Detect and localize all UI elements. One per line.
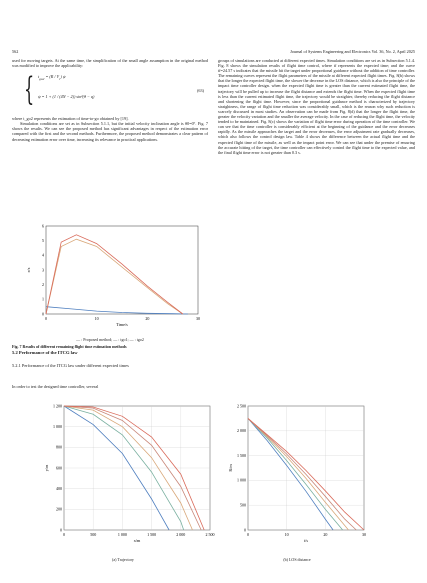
fig8a-ylabel: y/m bbox=[44, 464, 49, 472]
fig8b-xtick-label: 20 bbox=[323, 532, 328, 537]
fig8a-xtick-label: 1 000 bbox=[117, 532, 127, 537]
fig7-ytick-label: 2 bbox=[42, 281, 44, 287]
fig7-ytick-label: 6 bbox=[42, 223, 44, 229]
right-para: groups of simulations are conducted at different expected times. Simulation conditions are set as in Subsection 5.1.4. Fig. 8 shows the simulation results of flight time control, where tf represents the expected time; and the curve tf=24.57 s indicates that the missile hit the target under proportional guidance without the addition of time controller. The remaining curves represent the flight parameters of the missile at different expected flight times. Fig. 8(b) shows that the longer the expected flight time, the slower the decrease in the LOS distance, which is also the principle of the impact time controller design. when the expected flight time is greater than the current estimated flight time, the trajectory will be pulled up to increase the flight distance and extends the flight time. When the expected flight time is less than the current estimated flight time, the trajectory would be straighter, thereby reducing the flight distance and shortening the flight time. However, since the proportional guidance method is characterized by trajectory straightness, the range of flight time reduction was considerably small, which is the reason why such reduction is scarcely discussed in most studies. An observation can be made from Fig. 8(d) that the longer the flight time, the greater the velocity variation and the smaller the average velocity. In the case of reducing the flight time, the velocity tended to be maintained. Fig. 8(c) shows the variation of flight time error during operation of the time controller. We can see that the time controller is considerably efficient at the beginning of the guidance and the error decreases rapidly. As the missile approaches the target and the error decreases, the error adjustment rate gradually decreases, which also follows the control design law. Table 4 shows the difference between the actual flight time and the expected flight time of the missile, as well as the impact point error. We can see that under the premise of ensuring the accurate hitting of the target, the time controller can effectively control the flight time to the expected value, and the final flight time error is not greater than 0.3 s. bbox=[218, 58, 415, 155]
equation-line-1: $t_{go2} = (R / V_r)$ ψ bbox=[38, 74, 66, 82]
figure-7-legend: — : Proposed method; — : tgo1; — : tgo2 bbox=[76, 337, 144, 342]
right-column bbox=[218, 58, 415, 155]
fig7-xtick-label: 20 bbox=[145, 316, 150, 321]
fig8a-ytick-label: 0 bbox=[60, 527, 62, 533]
fig8b-ytick-label: 0 bbox=[244, 527, 246, 533]
where-text: where t_go2 represents the estimation of time-to-go obtained by [19]. bbox=[12, 116, 129, 122]
fig8b-plot-frame bbox=[248, 406, 364, 530]
fig8a-ytick-label: 1 000 bbox=[53, 423, 62, 429]
fig8a-ytick-label: 200 bbox=[56, 506, 62, 512]
section-title: 5.2 Performance of the ITCG law bbox=[12, 350, 78, 355]
fig8b-series-line-3 bbox=[248, 418, 349, 530]
fig7-series-line-2 bbox=[46, 239, 183, 314]
fig8b-ytick-label: 500 bbox=[240, 502, 246, 508]
figure-7-caption: Fig. 7 Results of different remaining flight time estimation methods bbox=[12, 344, 127, 349]
fig7-xtick-label: 30 bbox=[196, 316, 200, 321]
journal-title: Journal of Systems Engineering and Electronics Vol. 36, No. 2, April 2025 bbox=[290, 49, 415, 54]
figure-8b-caption: (b) LOS distance bbox=[283, 557, 311, 562]
fig8a-ytick-label: 800 bbox=[56, 444, 62, 450]
fig7-ytick-label: 5 bbox=[42, 237, 44, 243]
fig8b-ytick-label: 2 500 bbox=[237, 403, 246, 409]
fig8b-xlabel: t/s bbox=[304, 538, 308, 543]
equation-63 bbox=[12, 70, 208, 114]
fig8b-xtick-label: 10 bbox=[284, 532, 289, 537]
fig7-ytick-label: 4 bbox=[42, 252, 44, 258]
equation-line-2: ψ = 1 + (1 / (4N − 2)) sin²(θ − q) bbox=[38, 94, 95, 100]
fig8b-ylabel: R/m bbox=[228, 464, 233, 472]
fig8b-ytick-label: 1 500 bbox=[237, 452, 246, 458]
fig8a-xlabel: x/m bbox=[133, 538, 141, 543]
subsection-title: 5.2.1 Performance of the ITCG law under different expected times bbox=[12, 363, 129, 368]
equation-number: (63) bbox=[197, 88, 204, 94]
fig8a-xtick-label: 2 000 bbox=[176, 532, 186, 537]
fig8a-xtick-label: 500 bbox=[90, 532, 97, 537]
fig8a-ytick-label: 1 200 bbox=[53, 403, 62, 409]
figure-7-chart bbox=[12, 222, 208, 332]
fig7-xtick-label: 10 bbox=[94, 316, 99, 321]
fig7-ytick-label: 1 bbox=[42, 296, 44, 302]
figure-8a bbox=[30, 402, 216, 562]
fig8b-ytick-label: 1 000 bbox=[237, 477, 246, 483]
figure-8a-caption: (a) Trajectory bbox=[112, 557, 134, 562]
fig8a-ytick-label: 600 bbox=[56, 465, 62, 471]
fig7-ytick-label: 3 bbox=[42, 267, 44, 273]
figure-8a-chart bbox=[30, 402, 216, 552]
fig7-xtick-label: 0 bbox=[45, 316, 47, 321]
figure-8b-chart bbox=[222, 402, 372, 552]
figure-8b bbox=[222, 402, 372, 562]
fig7-xlabel: Time/s bbox=[116, 322, 128, 327]
fig8b-xtick-label: 0 bbox=[247, 532, 249, 537]
fig7-series-line-3 bbox=[46, 235, 183, 314]
fig8b-series-line-1 bbox=[248, 418, 333, 530]
fig7-plot-frame bbox=[46, 226, 198, 314]
equation-brace: { bbox=[24, 70, 35, 109]
fig8a-ytick-label: 400 bbox=[56, 485, 62, 491]
page-header bbox=[12, 49, 415, 57]
fig7-series-line-1 bbox=[46, 307, 188, 314]
fig8a-xtick-label: 0 bbox=[63, 532, 65, 537]
fig7-ytick-label: 0 bbox=[42, 311, 44, 317]
page-number: 562 bbox=[12, 49, 19, 54]
left-para-2: Simulation conditions are set as in Subsection 5.1.1, but the initial velocity inclination angle is θ0=0°. Fig. 7 shows the results. We can see the proposed method has significant advantages in respect of the estimation error compared with the first and the second methods. Furthermore, the proposed method demonstrates a clear pattern of decreasing estimation error over time, increasing its relevance in practical applications. bbox=[12, 121, 208, 142]
fig7-ylabel: e/s bbox=[26, 267, 31, 273]
left-column bbox=[12, 58, 208, 142]
fig8a-xtick-label: 2 500 bbox=[205, 532, 215, 537]
fig8a-xtick-label: 1 500 bbox=[147, 532, 157, 537]
fig8b-xtick-label: 30 bbox=[362, 532, 366, 537]
fig8b-ytick-label: 2 000 bbox=[237, 428, 246, 434]
subsection-text: In order to test the designed time controller, several bbox=[12, 384, 99, 389]
left-para-1: used for moving targets. At the same time, the simplification of the small angle assumption in the original method was modified to improve the applicability: bbox=[12, 58, 208, 69]
figure-7 bbox=[12, 222, 208, 349]
